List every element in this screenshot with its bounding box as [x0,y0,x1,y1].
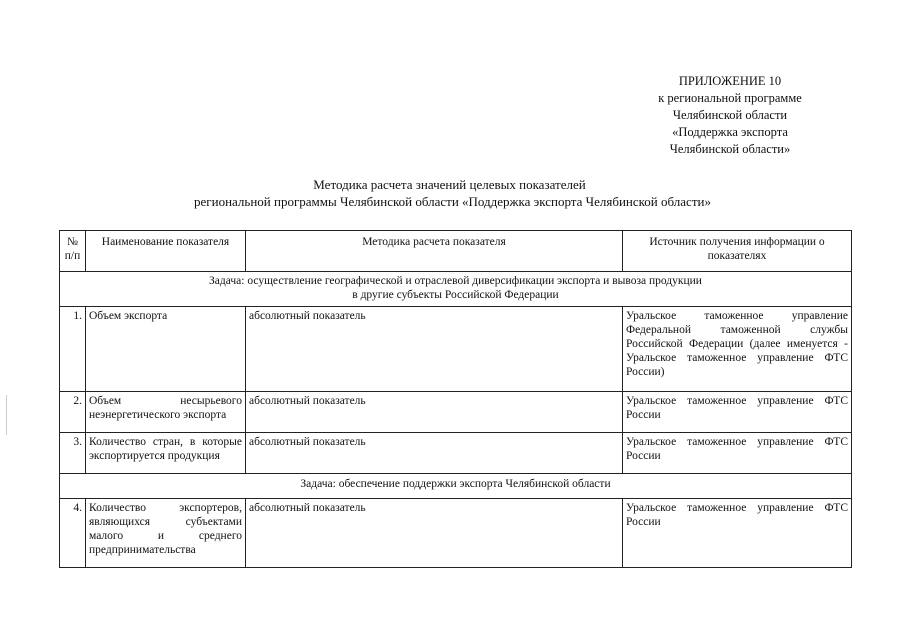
row-source: Уральское таможенное управление ФТС России [623,499,852,568]
row-source: Уральское таможенное управление ФТС России [623,392,852,433]
row-num: 3. [60,433,86,474]
appendix-number: ПРИЛОЖЕНИЕ 10 [678,74,782,88]
row-num: 2. [60,392,86,433]
row-name: Количество экспортеров, являющихся субъектами малого и среднего предпринимательства [86,499,246,568]
task-line: в другие субъекты Российской Федерации [352,289,559,301]
row-num: 1. [60,307,86,392]
row-source: Уральское таможенное управление ФТС России [623,433,852,474]
row-source: Уральское таможенное управление Федеральной таможенной службы Российской Федерации (далее именуется - Уральское таможенное управление ФТС России) [623,307,852,392]
task-row [60,272,852,307]
row-method: абсолютный показатель [246,307,623,392]
table-row [60,499,852,568]
appendix-line: к региональной программе [658,91,802,105]
table-header-row [60,231,852,272]
row-name: Объем несырьевого неэнергетического экспорта [86,392,246,433]
task-cell [60,272,852,307]
row-method: абсолютный показатель [246,392,623,433]
row-name: Количество стран, в которые экспортируется продукция [86,433,246,474]
task-row [60,474,852,499]
task-cell: Задача: обеспечение поддержки экспорта Челябинской области [60,474,852,499]
title-line: Методика расчета значений целевых показателей [313,177,586,192]
indicators-table [59,230,852,568]
header-source: Источник получения информации о показателях [623,231,852,272]
appendix-header [560,73,900,158]
header-method: Методика расчета показателя [246,231,623,272]
header-num: № п/п [60,231,86,272]
document-title [0,176,905,210]
row-method: абсолютный показатель [246,499,623,568]
scan-artifact [6,395,7,435]
table-row [60,433,852,474]
row-method: абсолютный показатель [246,433,623,474]
appendix-line: Челябинской области» [669,142,791,156]
header-name: Наименование показателя [86,231,246,272]
title-line: региональной программы Челябинской области «Поддержка экспорта Челябинской области» [194,194,711,209]
row-num: 4. [60,499,86,568]
table-row [60,392,852,433]
table-row [60,307,852,392]
appendix-line: «Поддержка экспорта [672,125,788,139]
appendix-line: Челябинской области [672,108,788,122]
task-line: Задача: осуществление географической и отраслевой диверсификации экспорта и вывоза продукции [209,275,702,287]
row-name: Объем экспорта [86,307,246,392]
